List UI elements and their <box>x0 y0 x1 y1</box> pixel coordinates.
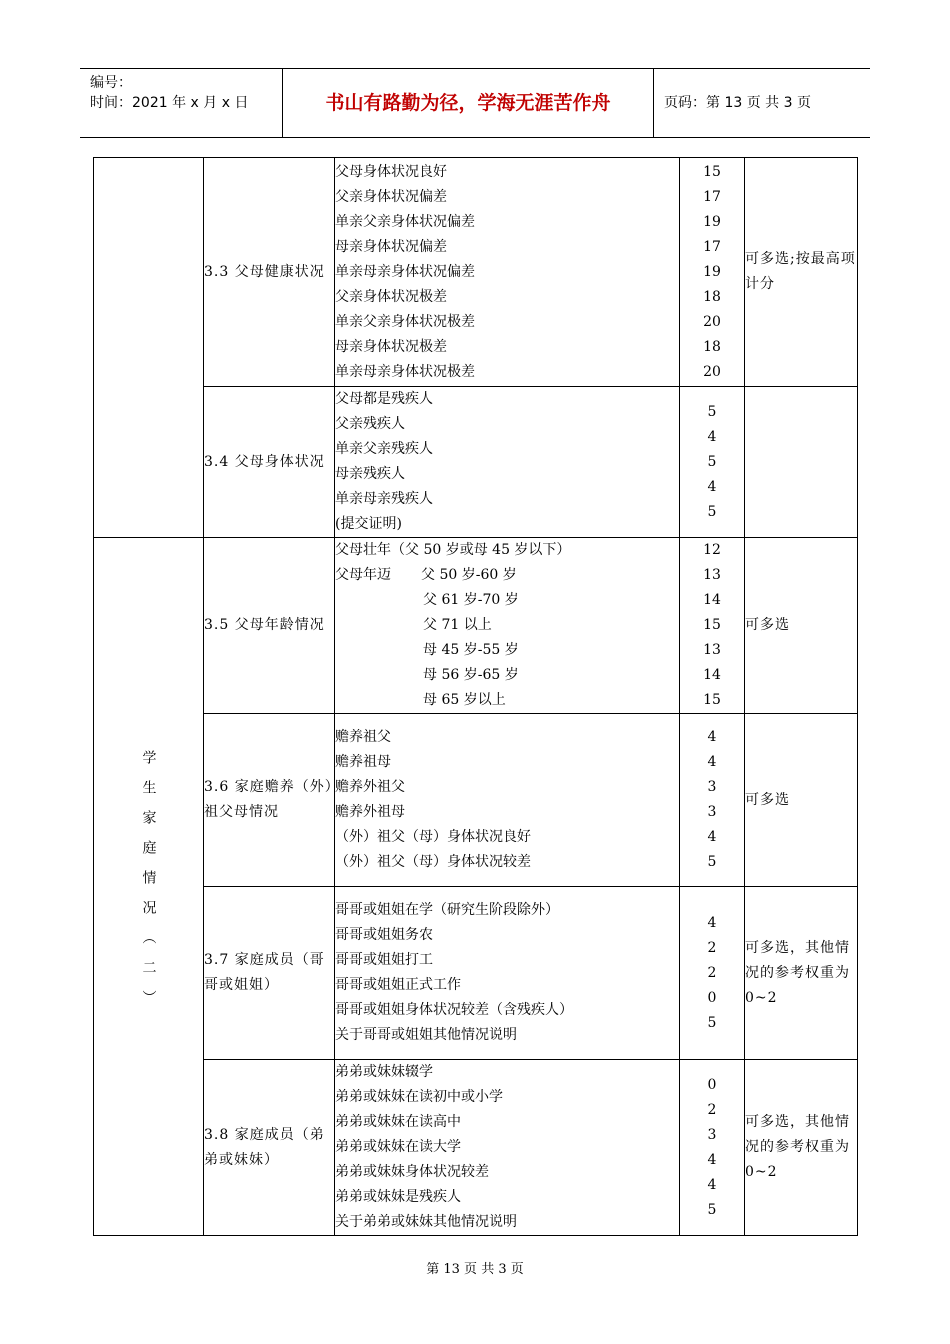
option: 单亲父亲残疾人 <box>335 441 433 457</box>
option-list <box>335 160 679 385</box>
options-cell <box>335 158 680 387</box>
score: 5 <box>707 503 717 520</box>
score: 3 <box>707 1126 717 1143</box>
option: 关于弟弟或妹妹其他情况说明 <box>335 1214 517 1230</box>
score: 18 <box>703 288 721 305</box>
score: 5 <box>707 854 717 870</box>
option: 赡养祖母 <box>335 754 391 770</box>
scores-cell <box>680 714 745 887</box>
option: 赡养祖父 <box>335 729 391 745</box>
score: 4 <box>707 1151 717 1168</box>
score: 20 <box>703 363 721 380</box>
option: 赡养外祖父 <box>335 779 405 795</box>
score: 4 <box>707 754 717 770</box>
scores-cell <box>680 158 745 387</box>
score: 4 <box>707 914 717 931</box>
score: 20 <box>703 313 721 330</box>
scores-cell <box>680 538 745 714</box>
score: 17 <box>703 188 721 205</box>
option: 父 71 以上 <box>423 617 492 633</box>
score: 5 <box>707 453 717 470</box>
option: 母 45 岁-55 岁 <box>423 642 519 658</box>
option: 母亲残疾人 <box>335 466 405 482</box>
item-cell: 3.8 家庭成员（弟弟或妹妹） <box>204 1060 335 1236</box>
note-cell: 可多选 <box>745 714 858 887</box>
option: 弟弟或妹妹辍学 <box>335 1064 433 1080</box>
scores-cell <box>680 887 745 1060</box>
option: 父母都是残疾人 <box>335 391 433 407</box>
option: 父 50 岁-60 岁 <box>421 567 517 583</box>
score: 5 <box>707 1014 717 1031</box>
score: 13 <box>703 642 721 658</box>
option: 单亲母亲身体状况极差 <box>335 363 475 380</box>
item-cell: 3.5 父母年龄情况 <box>204 538 335 714</box>
scores-cell <box>680 1060 745 1236</box>
score: 0 <box>707 1076 717 1093</box>
category-cell <box>94 538 204 1236</box>
header-divider <box>653 69 654 137</box>
header-meta <box>90 73 248 113</box>
item-cell: 3.4 父母身体状况 <box>204 387 335 538</box>
option: (提交证明) <box>335 516 402 532</box>
item-cell: 3.7 家庭成员（哥哥或姐姐） <box>204 887 335 1060</box>
scores-cell <box>680 387 745 538</box>
score-list <box>680 911 744 1036</box>
option: 哥哥或姐姐务农 <box>335 927 433 943</box>
option: 哥哥或姐姐在学（研究生阶段除外） <box>335 902 559 918</box>
score-list <box>680 1073 744 1223</box>
option: 哥哥或姐姐打工 <box>335 952 433 968</box>
option: 弟弟或妹妹在读大学 <box>335 1139 461 1155</box>
option: 单亲母亲身体状况偏差 <box>335 263 475 280</box>
option-list <box>335 1060 679 1235</box>
time-label: 时间：2021 年 x 月 x 日 <box>90 95 249 111</box>
score: 2 <box>707 964 717 981</box>
score: 15 <box>703 617 721 633</box>
option: （外）祖父（母）身体状况较差 <box>335 854 531 870</box>
table-row <box>94 1060 858 1236</box>
option: 母亲身体状况偏差 <box>335 238 447 255</box>
score: 4 <box>707 1176 717 1193</box>
score-list <box>680 725 744 875</box>
option: （外）祖父（母）身体状况良好 <box>335 829 531 845</box>
score: 4 <box>707 729 717 745</box>
score: 14 <box>703 592 721 608</box>
score: 19 <box>703 213 721 230</box>
option: 母亲身体状况极差 <box>335 338 447 355</box>
option: 单亲父亲身体状况极差 <box>335 313 475 330</box>
option: 关于哥哥或姐姐其他情况说明 <box>335 1027 517 1043</box>
score-list <box>680 538 744 713</box>
category-cell-empty <box>94 158 204 538</box>
option-list <box>335 898 679 1048</box>
criteria-table <box>93 157 858 1236</box>
item-cell: 3.3 父母健康状况 <box>204 158 335 387</box>
score: 3 <box>707 804 717 820</box>
score: 14 <box>703 667 721 683</box>
option: 父亲身体状况极差 <box>335 288 447 305</box>
option: 单亲母亲残疾人 <box>335 491 433 507</box>
score: 2 <box>707 1101 717 1118</box>
table-row <box>94 538 858 714</box>
score: 4 <box>707 478 717 495</box>
options-cell <box>335 714 680 887</box>
score: 17 <box>703 238 721 255</box>
option: 单亲父亲身体状况偏差 <box>335 213 475 230</box>
score-list <box>680 400 744 525</box>
option-list <box>335 725 679 875</box>
score: 13 <box>703 567 721 583</box>
option: 父亲身体状况偏差 <box>335 188 447 205</box>
score: 2 <box>707 939 717 956</box>
option-group-label: 父母年迈 <box>335 567 391 583</box>
option: 弟弟或妹妹在读高中 <box>335 1114 461 1130</box>
option: 弟弟或妹妹是残疾人 <box>335 1189 461 1205</box>
option: 母 65 岁以上 <box>423 692 506 708</box>
option: 哥哥或姐姐正式工作 <box>335 977 461 993</box>
note-cell <box>745 387 858 538</box>
score: 5 <box>707 403 717 420</box>
option: 弟弟或妹妹身体状况较差 <box>335 1164 489 1180</box>
item-cell: 3.6 家庭赡养（外）祖父母情况 <box>204 714 335 887</box>
score: 5 <box>707 1201 717 1218</box>
page-footer: 第 13 页 共 3 页 <box>426 1262 524 1277</box>
option: 父亲残疾人 <box>335 416 405 432</box>
note-cell: 可多选，其他情况的参考权重为 0~2 <box>745 887 858 1060</box>
options-cell <box>335 387 680 538</box>
option: 弟弟或妹妹在读初中或小学 <box>335 1089 503 1105</box>
score: 15 <box>703 692 721 708</box>
header-page-label: 页码：第 13 页 共 3 页 <box>664 95 811 111</box>
option: 父母身体状况良好 <box>335 163 447 180</box>
score: 3 <box>707 779 717 795</box>
header-motto: 书山有路勤为径，学海无涯苦作舟 <box>325 92 611 114</box>
category-label: 学生家庭情况（二） <box>140 749 157 1020</box>
option: 母 56 岁-65 岁 <box>423 667 519 683</box>
note-cell: 可多选，其他情况的参考权重为 0~2 <box>745 1060 858 1236</box>
option-group <box>335 563 679 588</box>
note-cell: 可多选 <box>745 538 858 714</box>
option-list <box>335 387 679 537</box>
table-row <box>94 714 858 887</box>
score: 18 <box>703 338 721 355</box>
options-cell <box>335 1060 680 1236</box>
options-cell <box>335 538 680 714</box>
score-list <box>680 160 744 385</box>
note-cell: 可多选;按最高项计分 <box>745 158 858 387</box>
option: 父 61 岁-70 岁 <box>423 592 519 608</box>
score: 4 <box>707 428 717 445</box>
table-row <box>94 887 858 1060</box>
score: 19 <box>703 263 721 280</box>
table-row <box>94 158 858 387</box>
page-header <box>80 68 870 138</box>
table-row <box>94 387 858 538</box>
option: 父母壮年（父 50 岁或母 45 岁以下） <box>335 542 571 558</box>
option-list <box>335 538 679 713</box>
score: 0 <box>707 989 717 1006</box>
option: 赡养外祖母 <box>335 804 405 820</box>
score: 4 <box>707 829 717 845</box>
score: 12 <box>703 542 721 558</box>
option: 哥哥或姐姐身体状况较差（含残疾人） <box>335 1002 573 1018</box>
number-label: 编号： <box>90 75 132 91</box>
options-cell <box>335 887 680 1060</box>
score: 15 <box>703 163 721 180</box>
